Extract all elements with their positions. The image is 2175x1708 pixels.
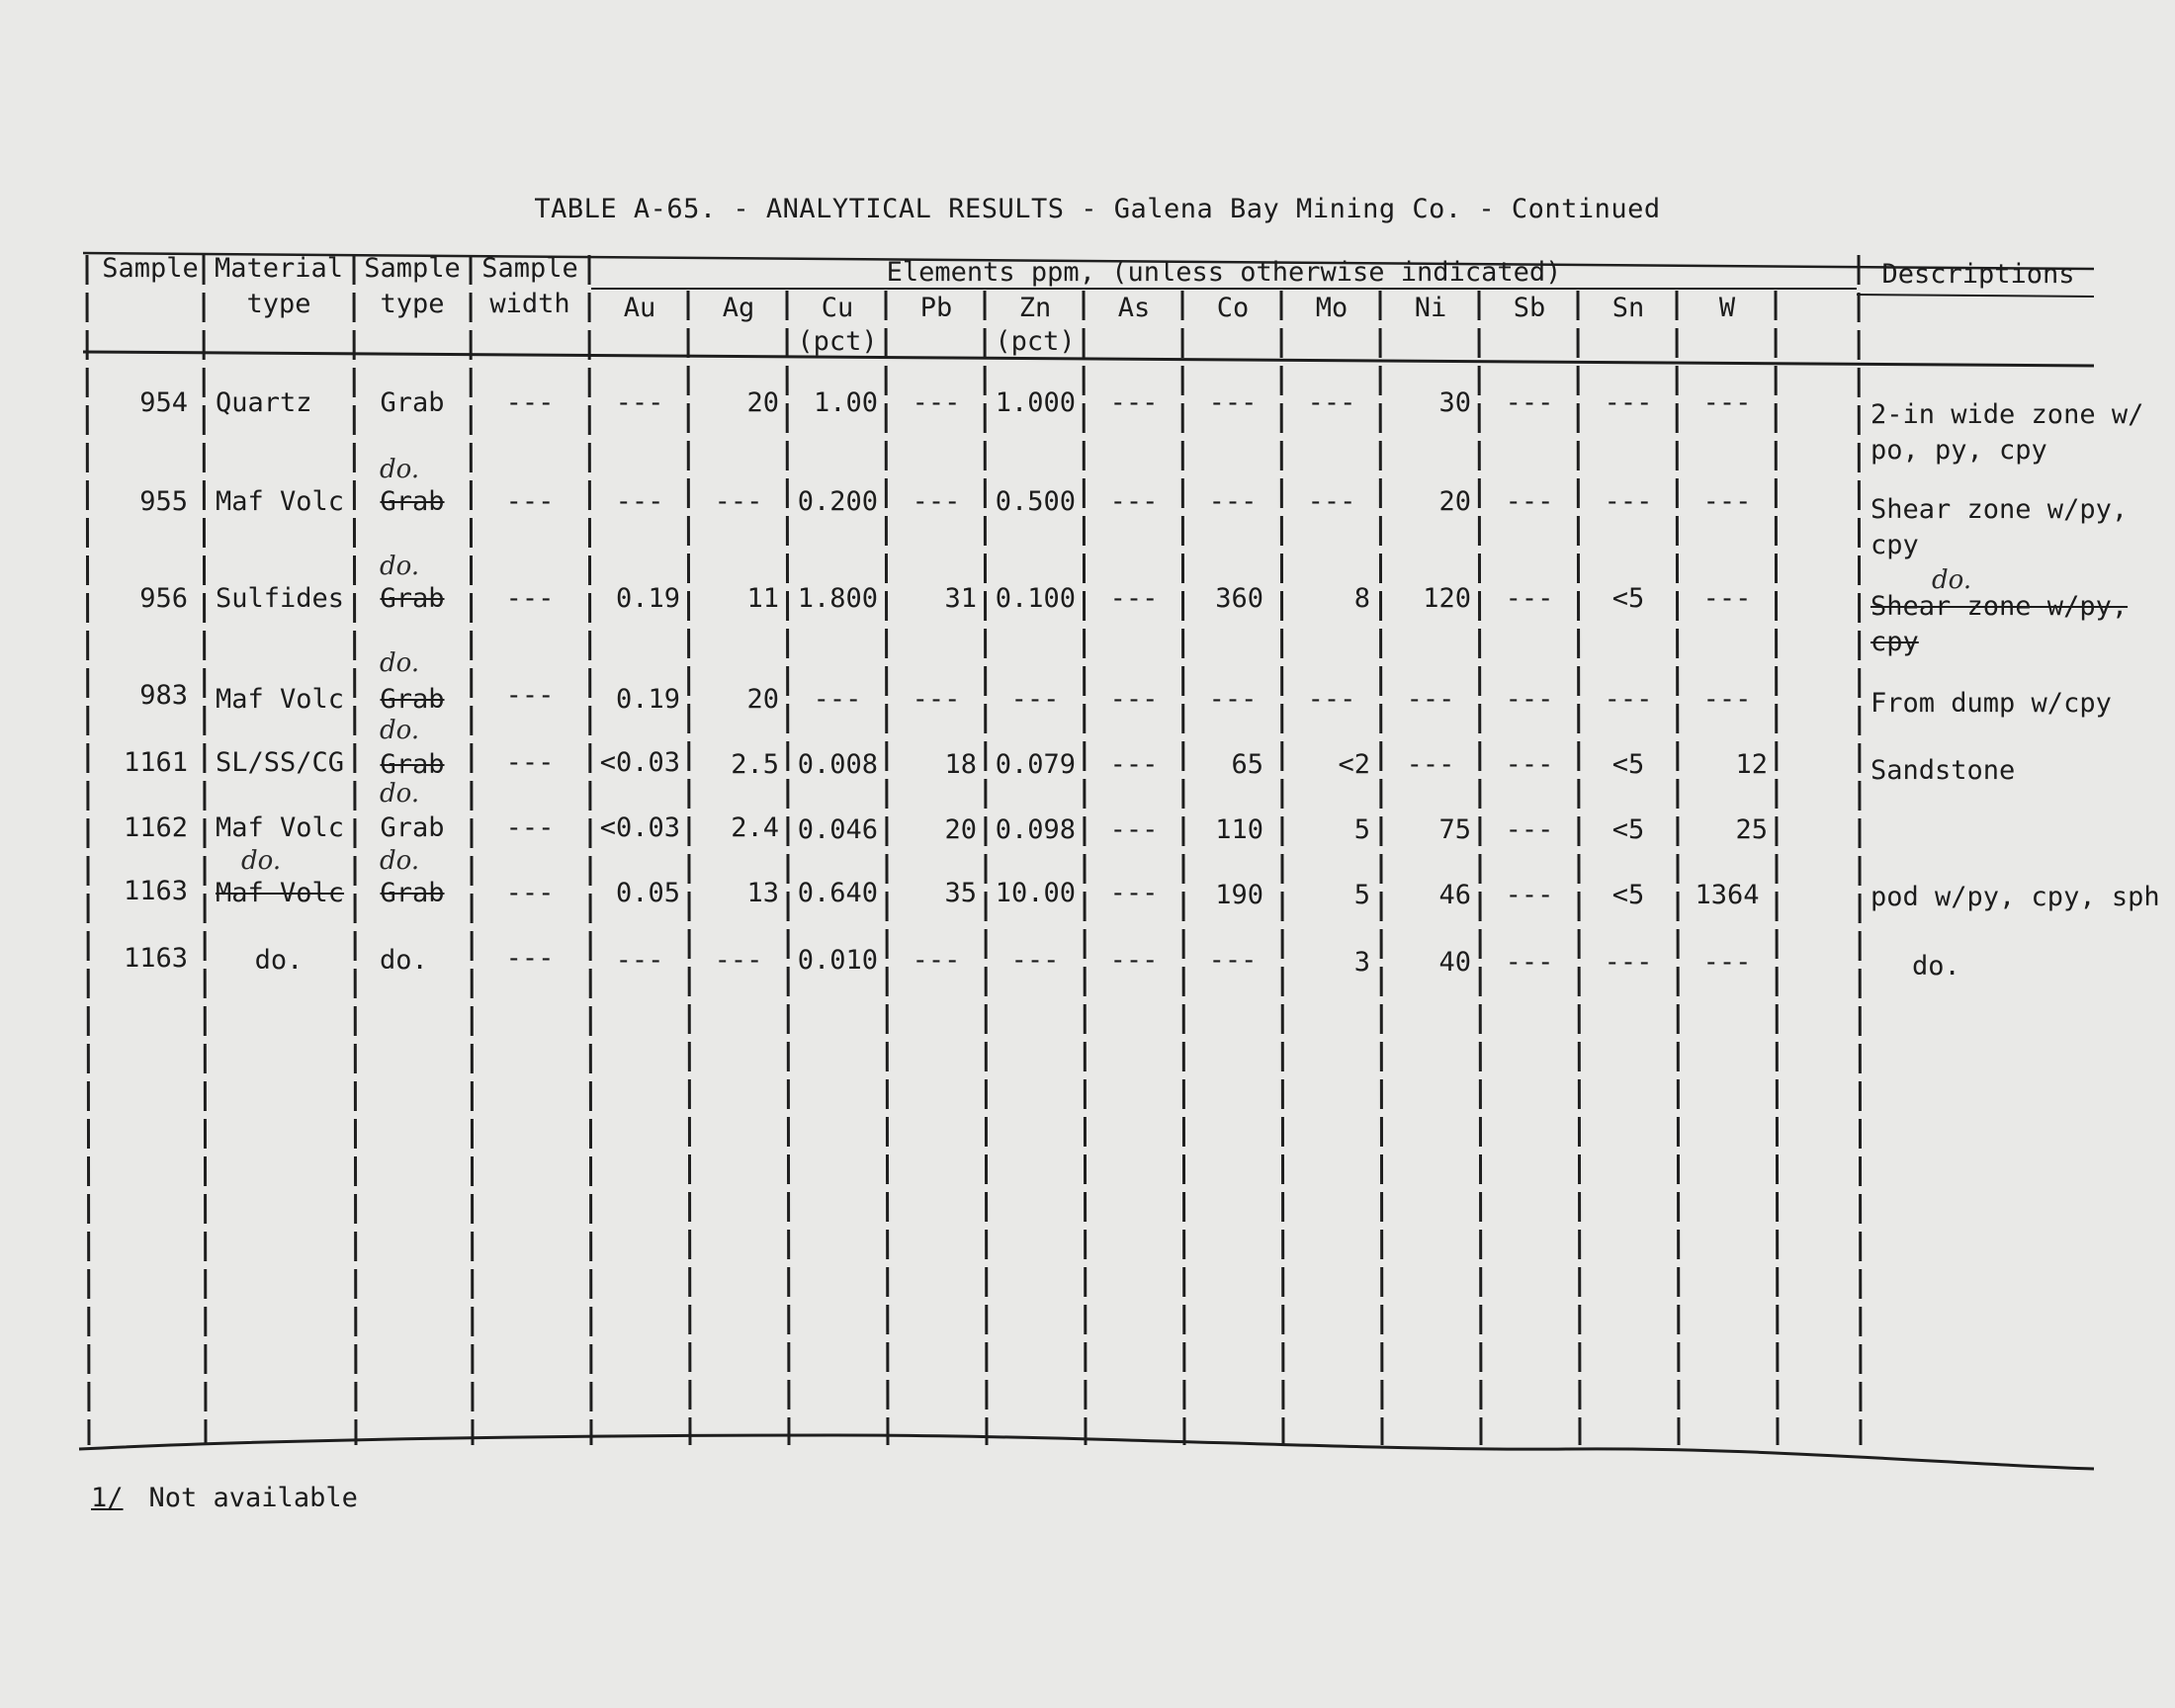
- row2-cu: 1.800: [797, 583, 878, 614]
- row6-w: 1364: [1695, 880, 1760, 910]
- row5-sn: <5: [1611, 814, 1645, 845]
- row2-sample: 956: [139, 583, 188, 614]
- header-au: Au: [623, 293, 656, 323]
- row7-co: ---: [1208, 945, 1258, 976]
- row3-ag: 20: [746, 684, 779, 715]
- row0-width: ---: [505, 387, 555, 418]
- row2-sb: ---: [1505, 583, 1554, 614]
- row4-zn: 0.079: [995, 749, 1076, 780]
- row1-sn: ---: [1604, 486, 1653, 517]
- row2-pb: 31: [944, 583, 977, 614]
- header-sn: Sn: [1611, 293, 1645, 323]
- row3-desc-line1: From dump w/cpy: [1870, 688, 2112, 719]
- row7-au: ---: [615, 945, 664, 976]
- row3-mo: ---: [1307, 684, 1356, 715]
- row5-as: ---: [1109, 814, 1159, 845]
- row3-au: 0.19: [615, 684, 680, 715]
- row1-zn: 0.500: [995, 486, 1076, 517]
- row1-sample: 955: [139, 486, 188, 517]
- row6-ag: 13: [746, 878, 779, 908]
- row6-sn: <5: [1611, 880, 1645, 910]
- header-material: Material: [214, 253, 344, 284]
- row0-ni: 30: [1438, 387, 1471, 418]
- header-material-type: type: [246, 289, 311, 319]
- header-zn: Zn: [1018, 293, 1052, 323]
- table-title: TABLE A-65. - ANALYTICAL RESULTS - Galena Bay Mining Co. - Continued: [534, 194, 1661, 224]
- row5-type-handwritten-note: do.: [380, 779, 420, 809]
- row5-pb: 20: [944, 814, 977, 845]
- row4-w: 12: [1735, 749, 1768, 780]
- row4-cu: 0.008: [797, 749, 878, 780]
- footnote-text: Not available: [148, 1483, 358, 1513]
- row2-ni: 120: [1423, 583, 1471, 614]
- row7-w: ---: [1702, 947, 1752, 978]
- header-as: As: [1117, 293, 1151, 323]
- row2-width: ---: [505, 583, 555, 614]
- header-ni: Ni: [1414, 293, 1447, 323]
- row1-as: ---: [1109, 486, 1159, 517]
- row2-desc-handwritten-note: do.: [1932, 565, 1972, 595]
- row3-ni: ---: [1406, 684, 1455, 715]
- row2-w: ---: [1702, 583, 1752, 614]
- row5-sb: ---: [1505, 814, 1554, 845]
- row7-material: do.: [254, 945, 304, 976]
- row6-sb: ---: [1505, 880, 1554, 910]
- row2-desc-line2-struck: cpy: [1870, 627, 1919, 657]
- row6-material-struck: Maf Volc: [216, 878, 345, 908]
- row1-ag: ---: [714, 486, 763, 517]
- row4-desc-line1: Sandstone: [1870, 755, 2016, 786]
- row0-sn: ---: [1604, 387, 1653, 418]
- row3-as: ---: [1109, 684, 1159, 715]
- row2-mo: 8: [1353, 583, 1370, 614]
- row7-sn: ---: [1604, 947, 1653, 978]
- row4-type-struck: Grab: [380, 749, 445, 780]
- analytical-results-table: [83, 253, 2160, 1449]
- row5-w: 25: [1735, 814, 1768, 845]
- header-sample-width-2: width: [489, 289, 570, 319]
- row5-zn: 0.098: [995, 814, 1076, 845]
- row3-sb: ---: [1505, 684, 1554, 715]
- row0-desc-line2: po, py, cpy: [1870, 435, 2047, 466]
- row1-desc-line1: Shear zone w/py,: [1870, 494, 2129, 525]
- row0-zn: 1.000: [995, 387, 1076, 418]
- row4-width: ---: [505, 747, 555, 778]
- row4-material: SL/SS/CG: [216, 747, 345, 778]
- row6-mo: 5: [1353, 880, 1370, 910]
- header-co: Co: [1216, 293, 1250, 323]
- header-elements-group: Elements ppm, (unless otherwise indicated): [886, 257, 1562, 288]
- header-sb: Sb: [1513, 293, 1546, 323]
- row4-sb: ---: [1505, 749, 1554, 780]
- row3-co: ---: [1208, 684, 1258, 715]
- row0-w: ---: [1702, 387, 1752, 418]
- row6-co: 190: [1215, 880, 1263, 910]
- row1-w: ---: [1702, 486, 1752, 517]
- row4-co: 65: [1231, 749, 1263, 780]
- row2-sn: <5: [1611, 583, 1645, 614]
- row4-pb: 18: [944, 749, 977, 780]
- row1-cu: 0.200: [797, 486, 878, 517]
- row5-sample: 1162: [123, 812, 188, 843]
- row4-sample: 1161: [123, 747, 188, 778]
- row6-width: ---: [505, 878, 555, 908]
- row6-type-struck: Grab: [380, 878, 445, 908]
- row0-sample: 954: [139, 387, 188, 418]
- row7-pb: ---: [912, 945, 961, 976]
- row2-ag: 11: [746, 583, 779, 614]
- row2-material: Sulfides: [216, 583, 345, 614]
- row3-zn: ---: [1010, 684, 1060, 715]
- row0-au: ---: [615, 387, 664, 418]
- header-w: W: [1718, 293, 1736, 323]
- row1-sb: ---: [1505, 486, 1554, 517]
- header-cu-unit: (pct): [797, 326, 878, 357]
- row1-type-handwritten-note: do.: [380, 455, 420, 484]
- row6-type-handwritten-note: do.: [380, 846, 420, 876]
- row5-mo: 5: [1353, 814, 1370, 845]
- row4-ni: ---: [1406, 749, 1455, 780]
- row7-type: do.: [380, 945, 428, 976]
- row0-cu: 1.00: [813, 387, 878, 418]
- header-zn-unit: (pct): [995, 326, 1076, 357]
- row1-mo: ---: [1307, 486, 1356, 517]
- row6-as: ---: [1109, 878, 1159, 908]
- header-descriptions: Descriptions: [1881, 259, 2075, 290]
- row6-au: 0.05: [615, 878, 680, 908]
- row3-type-struck: Grab: [380, 684, 445, 715]
- row0-co: ---: [1208, 387, 1258, 418]
- header-pb: Pb: [919, 293, 953, 323]
- row2-co: 360: [1215, 583, 1263, 614]
- row6-sample: 1163: [123, 876, 188, 906]
- header-sample-width: Sample: [481, 253, 578, 284]
- row1-pb: ---: [912, 486, 961, 517]
- row4-mo: <2: [1338, 749, 1370, 780]
- header-sample: Sample: [102, 253, 199, 284]
- row7-sample: 1163: [123, 943, 188, 974]
- row3-w: ---: [1702, 684, 1752, 715]
- row0-ag: 20: [746, 387, 779, 418]
- header-sample-type: Sample: [364, 253, 461, 284]
- row1-width: ---: [505, 486, 555, 517]
- row2-type-struck: Grab: [380, 583, 445, 614]
- row4-sn: <5: [1611, 749, 1645, 780]
- row6-material-handwritten-note: do.: [241, 846, 282, 876]
- row5-ag: 2.4: [731, 812, 779, 843]
- row0-desc-line1: 2-in wide zone w/: [1870, 399, 2144, 430]
- row6-pb: 35: [944, 878, 977, 908]
- row6-zn: 10.00: [995, 878, 1076, 908]
- row3-sn: ---: [1604, 684, 1653, 715]
- row6-cu: 0.640: [797, 878, 878, 908]
- footnote: [91, 1483, 358, 1513]
- row4-au: <0.03: [599, 747, 680, 778]
- row0-sb: ---: [1505, 387, 1554, 418]
- row4-ag: 2.5: [731, 749, 779, 780]
- row4-as: ---: [1109, 749, 1159, 780]
- row5-width: ---: [505, 812, 555, 843]
- row1-co: ---: [1208, 486, 1258, 517]
- row7-sb: ---: [1505, 947, 1554, 978]
- row4-type-handwritten-note: do.: [380, 716, 420, 745]
- row1-ni: 20: [1438, 486, 1471, 517]
- row7-as: ---: [1109, 945, 1159, 976]
- row1-material: Maf Volc: [216, 486, 345, 517]
- row1-au: ---: [615, 486, 664, 517]
- row5-type: Grab: [380, 812, 445, 843]
- header-sample-type-2: type: [380, 289, 445, 319]
- footnote-number: 1/: [91, 1483, 124, 1513]
- row0-as: ---: [1109, 387, 1159, 418]
- row7-ag: ---: [714, 945, 763, 976]
- row2-au: 0.19: [615, 583, 680, 614]
- row2-zn: 0.100: [995, 583, 1076, 614]
- row0-mo: ---: [1307, 387, 1356, 418]
- header-mo: Mo: [1315, 293, 1348, 323]
- row3-cu: ---: [813, 684, 862, 715]
- row1-type-struck: Grab: [380, 486, 445, 517]
- header-ag: Ag: [722, 293, 755, 323]
- row7-desc-line1: do.: [1912, 951, 1960, 982]
- row7-width: ---: [505, 943, 555, 974]
- row5-au: <0.03: [599, 812, 680, 843]
- row1-desc-line2: cpy: [1870, 530, 1919, 560]
- row5-material: Maf Volc: [216, 812, 345, 843]
- row3-pb: ---: [912, 684, 961, 715]
- row3-sample: 983: [139, 680, 188, 711]
- row2-desc-line1-struck: Shear zone w/py,: [1870, 591, 2129, 622]
- row0-type: Grab: [380, 387, 445, 418]
- row3-width: ---: [505, 680, 555, 711]
- row6-ni: 46: [1438, 880, 1471, 910]
- row0-material: Quartz: [216, 387, 312, 418]
- row7-mo: 3: [1353, 947, 1370, 978]
- row3-material: Maf Volc: [216, 684, 345, 715]
- row7-cu: 0.010: [797, 945, 878, 976]
- row7-zn: ---: [1010, 945, 1060, 976]
- row0-pb: ---: [912, 387, 961, 418]
- header-cu: Cu: [821, 293, 854, 323]
- row5-cu: 0.046: [797, 814, 878, 845]
- row6-desc-line1: pod w/py, cpy, sph: [1870, 882, 2160, 912]
- row3-type-handwritten-note: do.: [380, 648, 420, 678]
- row2-as: ---: [1109, 583, 1159, 614]
- row7-ni: 40: [1438, 947, 1471, 978]
- row5-ni: 75: [1438, 814, 1471, 845]
- row5-co: 110: [1215, 814, 1263, 845]
- row2-type-handwritten-note: do.: [380, 552, 420, 581]
